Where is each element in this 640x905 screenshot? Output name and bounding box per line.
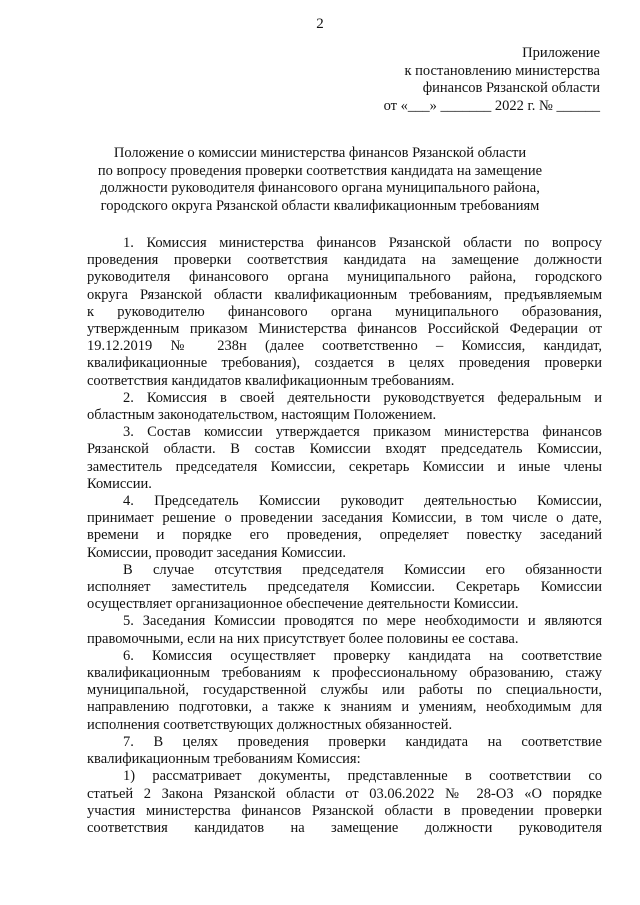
paragraph-line: 7. В целях проведения проверки кандидата на соответствие (123, 733, 602, 750)
title-line: должности руководителя финансового органа муниципального района, (100, 180, 540, 196)
paragraph-line: квалификационным требованиям к профессиональному образованию, стажу (87, 665, 602, 682)
approval-line: финансов Рязанской области (422, 80, 600, 96)
title-line: Положение о комиссии министерства финансов Рязанской области (113, 145, 527, 161)
paragraph-line: Комиссии. (87, 475, 152, 492)
paragraph (87, 613, 602, 647)
paragraph-line: 1. Комиссия министерства финансов Рязанской области по вопросу (123, 235, 602, 251)
paragraph-line: времени и порядке его проведения, определяет повестку заседаний (87, 527, 602, 544)
paragraph (87, 424, 602, 493)
paragraph-line: 2. Комиссия в своей деятельности руководствуется федеральным и (123, 389, 602, 406)
approval-block (384, 45, 600, 115)
paragraph-line: Рязанской области. В состав Комиссии входят председатель Комиссии, (87, 441, 602, 458)
paragraph-line: 3. Состав комиссии утверждается приказом министерства финансов (123, 424, 602, 441)
paragraph-line: к руководителю финансового органа муниципального образования, (87, 303, 602, 320)
paragraph-line: принимает решение о проведении заседания Комиссии, в том числе о дате, (87, 510, 602, 527)
paragraph-line: квалификационным требованиям Комиссия: (87, 751, 361, 768)
paragraph-line: 5. Заседания Комиссии проводятся по мере необходимости и являются (123, 613, 602, 630)
paragraph-line: правомочными, если на них присутствует более половины ее состава. (87, 630, 519, 647)
paragraph-line: проведения проверки соответствия кандидата на замещение должности (87, 252, 602, 269)
paragraph-line: соответствия кандидатов квалификационным требованиям. (87, 372, 455, 389)
paragraph-line: муниципальной, государственной службы или работы по специальности, (87, 682, 602, 699)
paragraph-line: направлению подготовки, а также к знаниям и умениям, необходимым для (87, 699, 602, 716)
title-line: городского округа Рязанской области квалификационным требованиям (100, 197, 540, 214)
paragraph-line: заместитель председателя Комиссии, секретарь Комиссии и иные члены (87, 458, 602, 475)
paragraph-line: осуществляет организационное обеспечение деятельности Комиссии. (87, 596, 519, 613)
document-body (87, 235, 602, 837)
paragraph-line: участия министерства финансов Рязанской области в проведении проверки (87, 802, 602, 819)
paragraph-line: квалификационные требования), создается в целях проведения проверки (87, 355, 602, 372)
approval-line: к постановлению министерства (404, 62, 600, 79)
title-line: по вопросу проведения проверки соответствия кандидата на замещение (97, 162, 543, 179)
paragraph (87, 648, 602, 734)
page-number: 2 (316, 16, 324, 32)
paragraph (87, 768, 602, 837)
paragraph-line: исполнения соответствующих должностных обязанностей. (87, 716, 453, 733)
paragraph-line: соответствия кандидатов на замещение должности руководителя (87, 819, 602, 836)
approval-line: Приложение (522, 45, 600, 61)
paragraph-line: 6. Комиссия осуществляет проверку кандидата на соответствие (123, 647, 602, 664)
paragraph-line: Комиссии, проводит заседания Комиссии. (87, 544, 346, 561)
paragraph-line: областным законодательством, настоящим Положением. (87, 407, 437, 424)
paragraph-line: 4. Председатель Комиссии руководит деятельностью Комиссии, (123, 493, 602, 510)
paragraph (87, 235, 602, 390)
paragraph-line: утвержденным приказом Министерства финансов Российской Федерации от (87, 321, 602, 338)
document-title (60, 145, 580, 215)
paragraph (87, 562, 602, 614)
paragraph-line: исполняет заместитель председателя Комиссии. Секретарь Комиссии (87, 579, 602, 596)
paragraph-line: В случае отсутствия председателя Комиссии его обязанности (123, 561, 602, 578)
paragraph-line: 1) рассматривает документы, представленные в соответствии со (123, 768, 602, 785)
paragraph (87, 493, 602, 562)
paragraph-line: 19.12.2019 № 238н (далее соответственно – Комиссия, кандидат, (87, 338, 602, 355)
paragraph-line: статьей 2 Закона Рязанской области от 03.06.2022 № 28-ОЗ «О порядке (87, 785, 602, 802)
paragraph (87, 734, 602, 768)
paragraph-line: округа Рязанской области квалификационным требованиям, предъявляемым (87, 286, 602, 303)
approval-line: от «___» _______ 2022 г. № ______ (383, 97, 600, 114)
paragraph (87, 390, 602, 424)
paragraph-line: руководителя финансового органа муниципального района, городского (87, 269, 602, 286)
